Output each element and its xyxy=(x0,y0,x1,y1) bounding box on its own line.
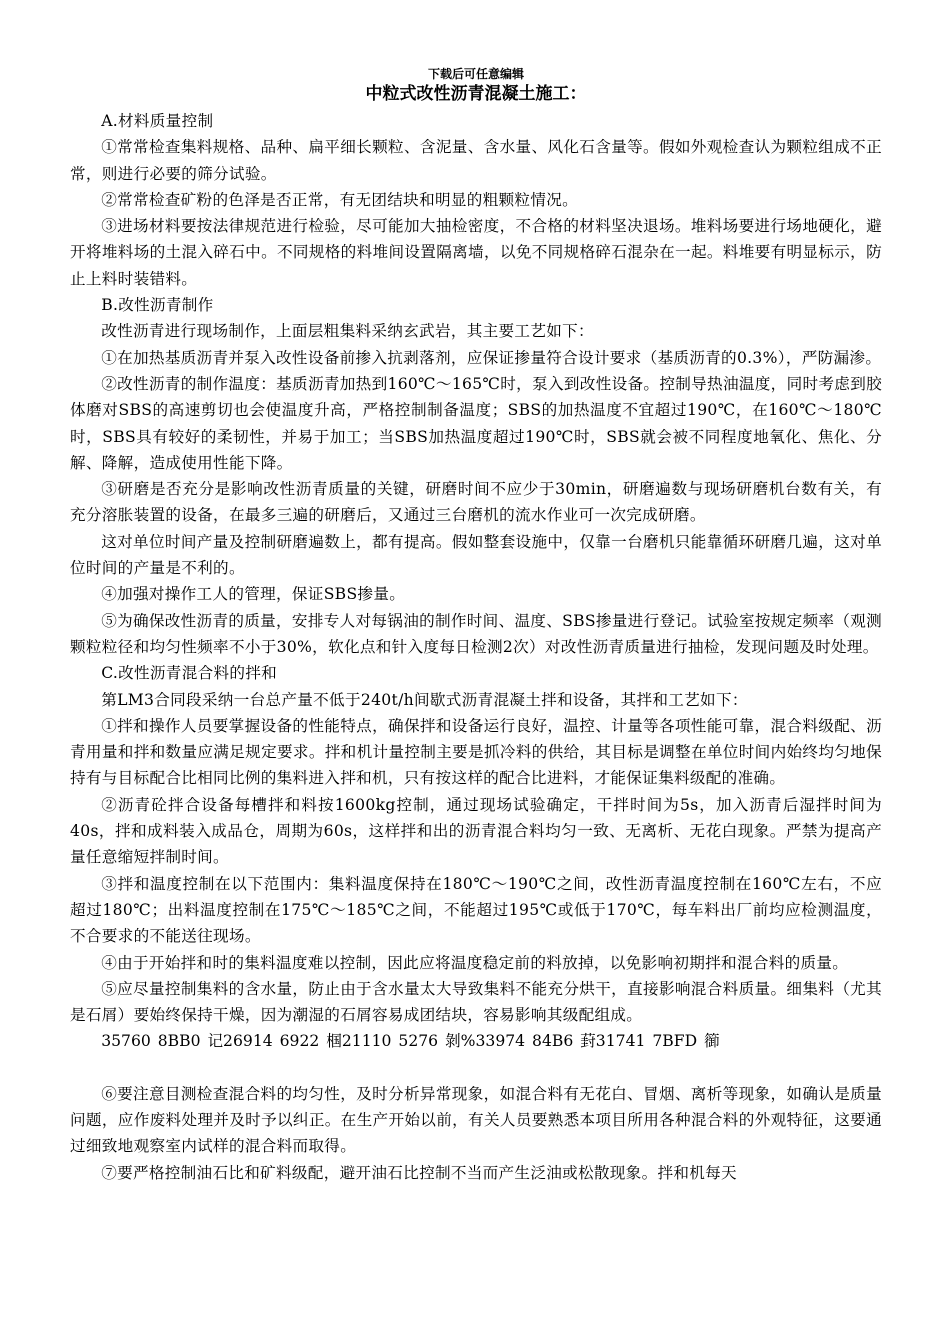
paragraph: ③研磨是否充分是影响改性沥青质量的关键，研磨时间不应少于30min，研磨遍数与现场研磨机台数有关，有充分溶胀装置的设备，在最多三遍的研磨后，又通过三台磨机的流水作业可一次完成研磨。 xyxy=(70,480,882,525)
paragraph: B.改性沥青制作 xyxy=(101,296,214,315)
header-note: 下载后可任意编辑 xyxy=(427,67,524,81)
paragraph: ②沥青砼拌合设备每槽拌和料按1600kg控制，通过现场试验确定，干拌时间为5s，加入沥青后湿拌时间为40s，拌和成料装入成品仓，周期为60s，这样拌和出的沥青混合料均匀一致、无离析、无花白现象。严禁为提高产量任意缩短拌制时间。 xyxy=(70,795,882,867)
code-line: 35760 8BB0 记26914 6922 椢21110 5276 剝%33974 84B6 葑31741 7BFD 篽 xyxy=(101,1032,720,1051)
paragraph: ③拌和温度控制在以下范围内：集料温度保持在180℃～190℃之间，改性沥青温度控制在160℃左右，不应超过180℃；出料温度控制在175℃～185℃之间，不能超过195℃或低于170℃，每车料出厂前均应检测温度，不合要求的不能送往现场。 xyxy=(70,874,882,946)
paragraph: ⑥要注意目测检查混合料的均匀性，及时分析异常现象，如混合料有无花白、冒烟、离析等现象，如确认是质量问题，应作废料处理并及时予以纠正。在生产开始以前，有关人员要熟悉本项目所用各种混合料的外观特征，这要通过细致地观察室内试样的混合料而取得。 xyxy=(70,1084,882,1156)
paragraph: ③进场材料要按法律规范进行检验，尽可能加大抽检密度，不合格的材料坚决退场。堆料场要进行场地硬化，避开将堆料场的土混入碎石中。不同规格的料堆间设置隔离墙，以免不同规格碎石混杂在一起。料堆要有明显标示，防止上料时装错料。 xyxy=(70,217,882,288)
paragraph: ⑦要严格控制油石比和矿料级配，避开油石比控制不当而产生泛油或松散现象。拌和机每天 xyxy=(101,1163,737,1182)
paragraph: 这对单位时间产量及控制研磨遍数上，都有提高。假如整套设施中，仅靠一台磨机只能靠循环研磨几遍，这对单位时间的产量是不利的。 xyxy=(70,532,882,578)
paragraph: ②常常检查矿粉的色泽是否正常，有无团结块和明显的粗颗粒情况。 xyxy=(101,190,579,209)
paragraph: ④加强对操作工人的管理，保证SBS掺量。 xyxy=(101,585,406,604)
paragraph: C.改性沥青混合料的拌和 xyxy=(101,664,278,683)
paragraph: ⑤应尽量控制集料的含水量，防止由于含水量太大导致集料不能充分烘干，直接影响混合料质量。细集料（尤其是石屑）要始终保持干燥，因为潮湿的石屑容易成团结块，容易影响其级配组成。 xyxy=(70,979,882,1025)
paragraph: ②改性沥青的制作温度：基质沥青加热到160℃～165℃时，泵入到改性设备。控制导热油温度，同时考虑到胶体磨对SBS的高速剪切也会使温度升高，严格控制制备温度；SBS的加热温度不宜超过190℃，在160℃～180℃时，SBS具有较好的柔韧性，并易于加工；当SBS加热温度超过190℃时，SBS就会被不同程度地氧化、焦化、分解、降解，造成使用性能下降。 xyxy=(70,374,882,472)
paragraph: A.材料质量控制 xyxy=(101,112,214,130)
paragraph: ①拌和操作人员要掌握设备的性能特点，确保拌和设备运行良好，温控、计量等各项性能可靠，混合料级配、沥青用量和拌和数量应满足规定要求。拌和机计量控制主要是抓冷料的供给，其目标是调整在单位时间内始终均匀地保持有与目标配合比相同比例的集料进入拌和机，只有按这样的配合比进料，才能保证集料级配的准确。 xyxy=(70,716,882,788)
paragraph: ⑤为确保改性沥青的质量，安排专人对每锅油的制作时间、温度、SBS掺量进行登记。试验室按规定频率（观测颗粒粒径和均匀性频率不小于30%，软化点和针入度每日检测2次）对改性沥青质量进行抽检，发现问题及时处理。 xyxy=(70,611,882,656)
paragraph: 第LM3合同段采纳一台总产量不低于240t/h间歇式沥青混凝土拌和设备，其拌和工艺如下： xyxy=(101,690,748,709)
paragraph: ①常常检查集料规格、品种、扁平细长颗粒、含泥量、含水量、风化石含量等。假如外观检查认为颗粒组成不正常，则进行必要的筛分试验。 xyxy=(70,138,882,183)
paragraph: 改性沥青进行现场制作，上面层粗集料采纳玄武岩，其主要工艺如下： xyxy=(101,322,594,341)
document-title: 中粒式改性沥青混凝土施工： xyxy=(365,84,587,104)
body-text xyxy=(70,108,882,1186)
paragraph: ①在加热基质沥青并泵入改性设备前掺入抗剥落剂，应保证掺量符合设计要求（基质沥青的0.3%），严防漏渗。 xyxy=(101,348,882,367)
paragraph: ④由于开始拌和时的集料温度难以控制，因此应将温度稳定前的料放掉，以免影响初期拌和混合料的质量。 xyxy=(101,953,849,972)
blank-line xyxy=(70,1055,882,1081)
